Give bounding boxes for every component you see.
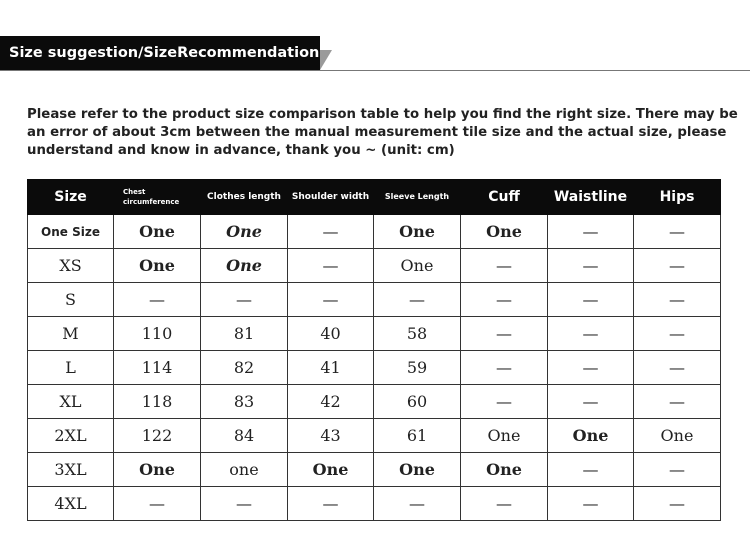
table-cell: 40 xyxy=(288,317,374,351)
table-cell: 110 xyxy=(114,317,201,351)
table-cell: — xyxy=(461,249,548,283)
col-header-size: Size xyxy=(28,180,114,215)
size-cell: L xyxy=(28,351,114,385)
table-cell: — xyxy=(634,249,721,283)
table-cell: — xyxy=(288,283,374,317)
table-cell: One xyxy=(201,249,288,283)
table-header-row xyxy=(28,180,721,215)
table-cell: 42 xyxy=(288,385,374,419)
table-cell: — xyxy=(288,487,374,521)
size-cell: 2XL xyxy=(28,419,114,453)
table-row xyxy=(28,249,721,283)
section-divider xyxy=(0,70,750,71)
table-cell: 84 xyxy=(201,419,288,453)
table-cell: — xyxy=(548,487,634,521)
table-cell: — xyxy=(201,487,288,521)
col-header-chest: Chest circumference xyxy=(114,180,201,215)
col-header-waistline: Waistline xyxy=(548,180,634,215)
table-cell: 41 xyxy=(288,351,374,385)
table-cell: One xyxy=(461,215,548,249)
table-cell: — xyxy=(548,249,634,283)
table-cell: 61 xyxy=(374,419,461,453)
table-cell: 114 xyxy=(114,351,201,385)
table-cell: — xyxy=(114,487,201,521)
table-cell: One xyxy=(374,453,461,487)
table-cell: — xyxy=(461,487,548,521)
table-cell: — xyxy=(374,487,461,521)
size-cell: XL xyxy=(28,385,114,419)
table-row xyxy=(28,419,721,453)
table-row xyxy=(28,487,721,521)
size-cell: 4XL xyxy=(28,487,114,521)
table-cell: — xyxy=(288,249,374,283)
table-cell: — xyxy=(461,317,548,351)
size-cell: S xyxy=(28,283,114,317)
table-cell: — xyxy=(461,385,548,419)
table-cell: 60 xyxy=(374,385,461,419)
table-cell: — xyxy=(548,351,634,385)
size-cell: One Size xyxy=(28,215,114,249)
table-cell: One xyxy=(114,215,201,249)
table-cell: — xyxy=(634,351,721,385)
table-cell: — xyxy=(634,317,721,351)
table-cell: — xyxy=(634,215,721,249)
table-cell: — xyxy=(461,351,548,385)
table-cell: one xyxy=(201,453,288,487)
intro-text: Please refer to the product size comparison table to help you find the right size. There may be an error of about 3cm between the manual measurement tile size and the actual size, please understand and know in advance, thank you ~ (unit: cm) xyxy=(27,107,738,158)
table-cell: — xyxy=(634,453,721,487)
size-cell: XS xyxy=(28,249,114,283)
table-cell: — xyxy=(201,283,288,317)
table-cell: One xyxy=(114,453,201,487)
col-header-shoulder-width: Shoulder width xyxy=(288,180,374,215)
col-header-clothes-length: Clothes length xyxy=(201,180,288,215)
table-cell: — xyxy=(548,317,634,351)
table-row xyxy=(28,215,721,249)
table-cell: 118 xyxy=(114,385,201,419)
table-cell: — xyxy=(548,385,634,419)
table-row xyxy=(28,283,721,317)
table-cell: 82 xyxy=(201,351,288,385)
table-cell: — xyxy=(374,283,461,317)
table-cell: 83 xyxy=(201,385,288,419)
col-header-cuff: Cuff xyxy=(461,180,548,215)
table-cell: — xyxy=(548,283,634,317)
table-cell: — xyxy=(288,215,374,249)
table-cell: — xyxy=(548,215,634,249)
table-cell: One xyxy=(114,249,201,283)
size-cell: M xyxy=(28,317,114,351)
table-cell: One xyxy=(548,419,634,453)
table-row xyxy=(28,385,721,419)
table-cell: — xyxy=(548,453,634,487)
col-header-sleeve-length: Sleeve Length xyxy=(374,180,461,215)
col-header-hips: Hips xyxy=(634,180,721,215)
table-cell: One xyxy=(374,249,461,283)
table-cell: — xyxy=(634,385,721,419)
table-row xyxy=(28,453,721,487)
table-cell: 43 xyxy=(288,419,374,453)
size-cell: 3XL xyxy=(28,453,114,487)
size-table xyxy=(27,179,721,521)
table-cell: One xyxy=(461,419,548,453)
table-cell: One xyxy=(288,453,374,487)
table-row xyxy=(28,351,721,385)
table-cell: One xyxy=(201,215,288,249)
table-cell: One xyxy=(634,419,721,453)
table-row xyxy=(28,317,721,351)
table-cell: — xyxy=(634,283,721,317)
table-cell: — xyxy=(114,283,201,317)
table-cell: One xyxy=(374,215,461,249)
section-title-tail xyxy=(320,50,332,70)
table-cell: One xyxy=(461,453,548,487)
section-title: Size suggestion/SizeRecommendation xyxy=(0,36,320,70)
table-cell: 122 xyxy=(114,419,201,453)
table-cell: — xyxy=(634,487,721,521)
table-cell: — xyxy=(461,283,548,317)
table-cell: 58 xyxy=(374,317,461,351)
table-cell: 81 xyxy=(201,317,288,351)
table-cell: 59 xyxy=(374,351,461,385)
